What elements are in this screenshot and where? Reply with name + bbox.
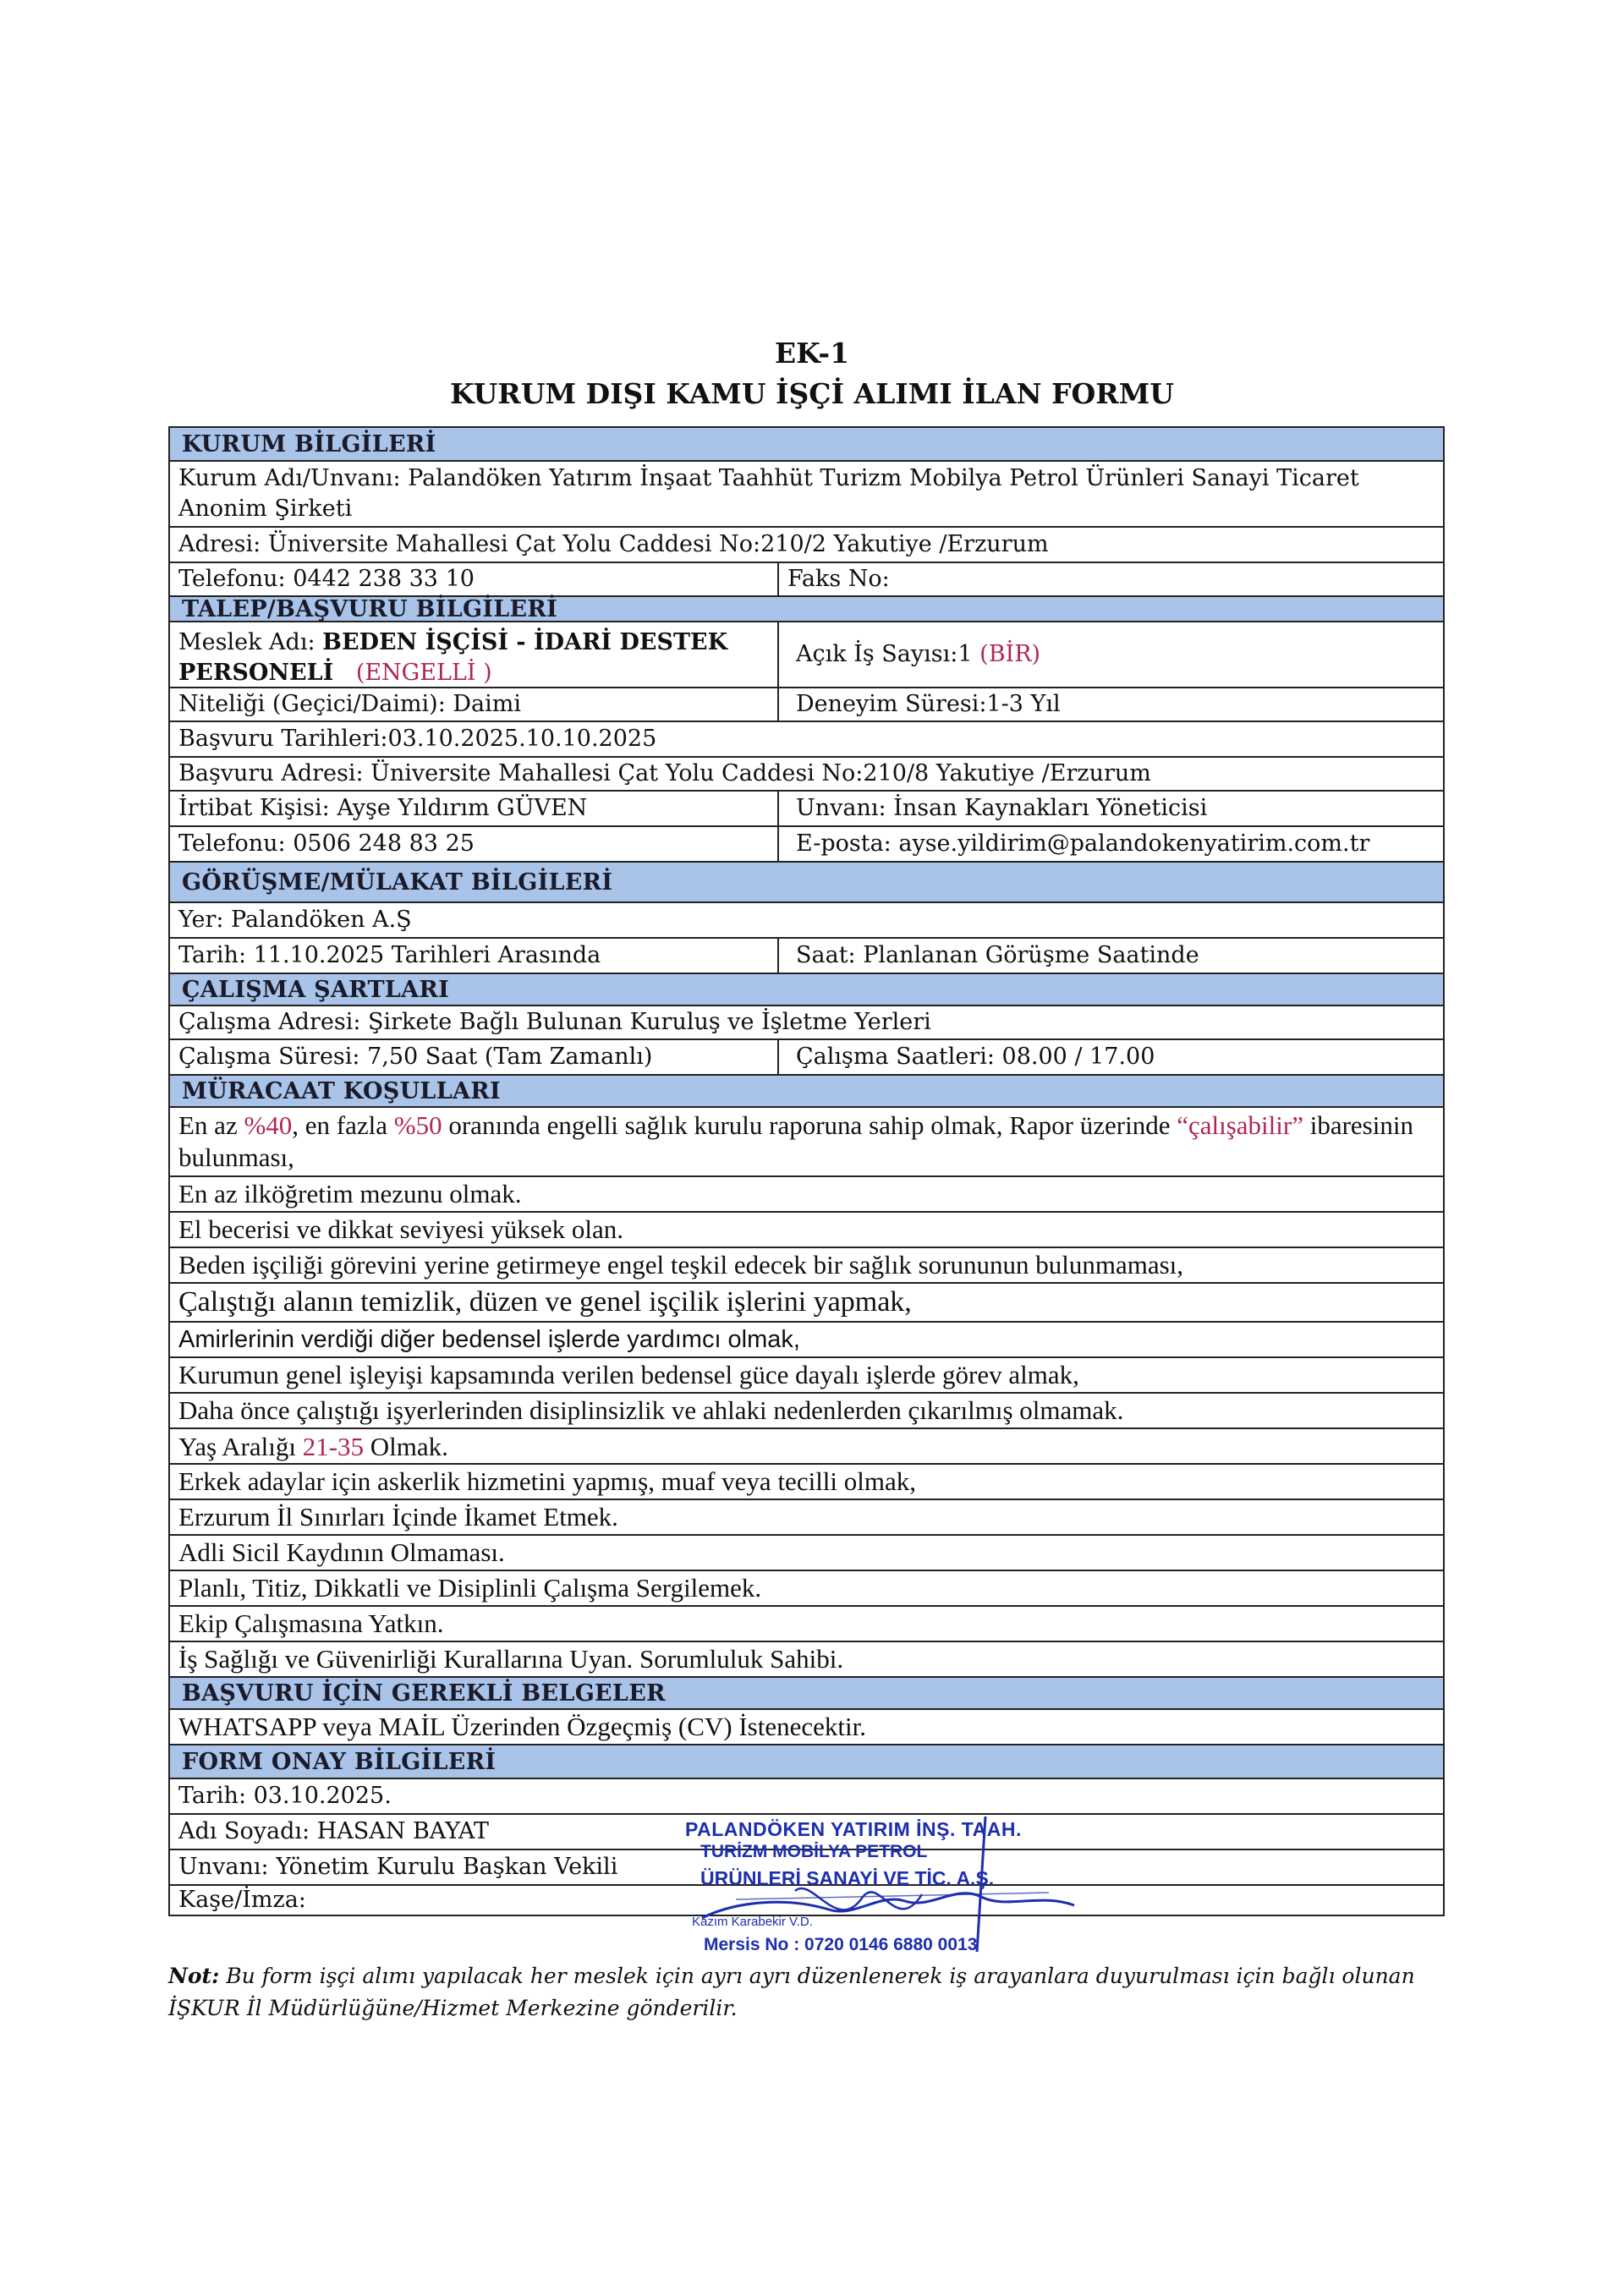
- gorusme-yer: Yer: Palandöken A.Ş: [178, 907, 412, 933]
- company-stamp: [685, 1817, 1083, 1960]
- kurum-name-row: [170, 460, 1443, 526]
- stamp-line-1: PALANDÖKEN YATIRIM İNŞ. TAAH.: [685, 1818, 1022, 1840]
- kosul-item: Daha önce çalıştığı işyerlerinden disiplinsizlik ve ahlaki nedenlerden çıkarılmış olmamak.: [178, 1395, 1124, 1425]
- stamp-line-5: Mersis No : 0720 0146 6880 0013: [704, 1935, 978, 1954]
- kosul-row: [170, 1605, 1443, 1641]
- gorusme-yer-row: [170, 901, 1443, 937]
- kosul-item: Ekip Çalışmasına Yatkın.: [178, 1608, 444, 1638]
- kosul-row: [170, 1247, 1443, 1282]
- onay-kase: Kaşe/İmza:: [178, 1887, 306, 1913]
- kosul-row: [170, 1356, 1443, 1392]
- kosul-item: Erkek adaylar için askerlik hizmetini yapmış, muaf veya tecilli olmak,: [178, 1466, 917, 1496]
- kosul-yas-araligi: Yaş Aralığı 21-35 Olmak.: [178, 1432, 448, 1461]
- nitelik-row: [170, 687, 1443, 721]
- kosul-item: Çalıştığı alanın temizlik, düzen ve genel işçilik işlerini yapmak,: [178, 1286, 912, 1318]
- kosul-row: [170, 1641, 1443, 1676]
- irtibat-row: [170, 790, 1443, 825]
- irtibat-kisisi: İrtibat Kişisi: Ayşe Yıldırım GÜVEN: [170, 792, 779, 825]
- document-title: [0, 335, 1624, 414]
- section-calisma-header: ÇALIŞMA ŞARTLARI: [170, 973, 1443, 1005]
- kosul-item: Planlı, Titiz, Dikkatli ve Disiplinli Çalışma Sergilemek.: [178, 1573, 762, 1603]
- note-label: Not:: [168, 1964, 220, 1988]
- irtibat-telefon: Telefonu: 0506 248 83 25: [170, 827, 779, 861]
- signature-icon: [685, 1817, 1083, 1960]
- kosul-row: [170, 1321, 1443, 1356]
- kurum-fax: Faks No:: [787, 566, 890, 592]
- kosul-row: [170, 1175, 1443, 1211]
- meslek-value: BEDEN İŞÇİSİ - İDARİ DESTEK PERSONELİ: [178, 629, 728, 686]
- section-talep-header: TALEP/BAŞVURU BİLGİLERİ: [170, 595, 1443, 621]
- footer-note: [168, 1960, 1441, 2025]
- gorusme-saat: Saat: Planlanan Görüşme Saatinde: [796, 942, 1199, 968]
- kosul-item: Adli Sicil Kaydının Olmaması.: [178, 1537, 505, 1567]
- gorusme-tarih: Tarih: 11.10.2025 Tarihleri Arasında: [170, 939, 779, 973]
- note-text: Bu form işçi alımı yapılacak her meslek için ayrı ayrı düzenlenerek iş arayanlara duyurulması için bağlı olunan İŞKUR İl Müdürlüğüne/Hizmet Merkezine gönderilir.: [168, 1964, 1415, 2020]
- stamp-line-4: Kazım Karabekir V.D.: [692, 1915, 813, 1929]
- onay-tarih: Tarih: 03.10.2025.: [178, 1783, 392, 1809]
- kosul-item: En az ilköğretim mezunu olmak.: [178, 1179, 522, 1208]
- irtibat-unvan: Unvanı: İnsan Kaynakları Yöneticisi: [796, 795, 1208, 821]
- kosul-item: Kurumun genel işleyişi kapsamında verilen bedensel güce dayalı işlerde görev almak,: [178, 1360, 1079, 1389]
- kosul-item: Beden işçiliği görevini yerine getirmeye engel teşkil edecek bir sağlık sorununun bulunmaması,: [178, 1250, 1184, 1280]
- kosul-row: [170, 1499, 1443, 1534]
- basvuru-tarihleri: Başvuru Tarihleri:03.10.2025.10.10.2025: [178, 726, 657, 752]
- calisma-sure-row: [170, 1038, 1443, 1074]
- basvuru-adres-row: [170, 756, 1443, 790]
- form-title: KURUM DIŞI KAMU İŞÇİ ALIMI İLAN FORMU: [449, 377, 1175, 410]
- basvuru-tarih-row: [170, 721, 1443, 756]
- meslek-row: [170, 621, 1443, 687]
- niteligi: Niteliği (Geçici/Daimi): Daimi: [170, 688, 779, 721]
- meslek-label: Meslek Adı:: [178, 629, 323, 655]
- irtibat-contact-row: [170, 825, 1443, 861]
- kurum-address: Adresi: Üniversite Mahallesi Çat Yolu Caddesi No:210/2 Yakutiye /Erzurum: [178, 531, 1049, 557]
- belge-item: WHATSAPP veya MAİL Üzerinden Özgeçmiş (CV) İstenecektir.: [178, 1712, 866, 1741]
- kosul-row: [170, 1534, 1443, 1570]
- calisma-adres-row: [170, 1005, 1443, 1038]
- section-onay-header: FORM ONAY BİLGİLERİ: [170, 1744, 1443, 1778]
- kosul-row: [170, 1392, 1443, 1427]
- stamp-line-3: ÜRÜNLERİ SANAYİ VE TİC. A.Ş.: [700, 1867, 995, 1889]
- section-muracaat-header: MÜRACAAT KOŞULLARI: [170, 1074, 1443, 1106]
- meslek-engelli-tag: (ENGELLİ ): [355, 660, 492, 686]
- kosul-item: Amirlerinin verdiği diğer bedensel işlerde yardımcı olmak,: [178, 1325, 800, 1353]
- kosul-row: [170, 1211, 1443, 1247]
- kosul-item: İş Sağlığı ve Güvenirliği Kurallarına Uyan. Sorumluluk Sahibi.: [178, 1644, 844, 1674]
- kurum-name: Kurum Adı/Unvanı: Palandöken Yatırım İnşaat Taahhüt Turizm Mobilya Petrol Ürünleri Sanayi Ticaret Anonim Şirketi: [178, 465, 1359, 522]
- deneyim: Deneyim Süresi:1-3 Yıl: [796, 691, 1061, 717]
- section-kurum-header: KURUM BİLGİLERİ: [170, 426, 1443, 460]
- meslek-field: [170, 622, 779, 687]
- kosul-item: Erzurum İl Sınırları İçinde İkamet Etmek.: [178, 1502, 618, 1532]
- calisma-suresi: Çalışma Süresi: 7,50 Saat (Tam Zamanlı): [170, 1040, 779, 1074]
- kurum-phone: Telefonu: 0442 238 33 10: [170, 563, 779, 595]
- acik-is-label: Açık İş Sayısı:1: [796, 641, 973, 667]
- kosul-item: El becerisi ve dikkat seviyesi yüksek olan.: [178, 1214, 624, 1244]
- calisma-adresi: Çalışma Adresi: Şirkete Bağlı Bulunan Kuruluş ve İşletme Yerleri: [178, 1009, 931, 1035]
- section-belgeler-header: BAŞVURU İÇİN GEREKLİ BELGELER: [170, 1676, 1443, 1708]
- kosul-row: [170, 1282, 1443, 1321]
- basvuru-adresi: Başvuru Adresi: Üniversite Mahallesi Çat Yolu Caddesi No:210/8 Yakutiye /Erzurum: [178, 760, 1151, 786]
- stamp-line-2: TURİZM MOBİLYA PETROL: [700, 1842, 928, 1861]
- irtibat-eposta: E-posta: ayse.yildirim@palandokenyatirim.com.tr: [796, 830, 1370, 857]
- kurum-phone-row: [170, 562, 1443, 595]
- annex-label: EK-1: [774, 337, 850, 370]
- acik-is-value: (BİR): [979, 641, 1041, 667]
- application-form: [168, 426, 1445, 1916]
- kosul-engelli-rapor: En az %40, en fazla %50 oranında engelli sağlık kurulu raporuna sahip olmak, Rapor üzerinde “çalışabilir” ibaresinin bulunması,: [178, 1110, 1413, 1172]
- onay-row: [170, 1778, 1443, 1813]
- kosul-row: [170, 1570, 1443, 1605]
- kosul-row: [170, 1427, 1443, 1463]
- onay-unvan: Unvanı: Yönetim Kurulu Başkan Vekili: [178, 1854, 618, 1880]
- calisma-saatleri: Çalışma Saatleri: 08.00 / 17.00: [796, 1044, 1155, 1070]
- kurum-address-row: [170, 526, 1443, 562]
- acik-is-field: [779, 622, 1443, 687]
- kosul-row: [170, 1463, 1443, 1499]
- kosul-row: [170, 1106, 1443, 1175]
- onay-adi: Adı Soyadı: HASAN BAYAT: [178, 1818, 489, 1844]
- gorusme-tarih-row: [170, 937, 1443, 973]
- section-gorusme-header: GÖRÜŞME/MÜLAKAT BİLGİLERİ: [170, 861, 1443, 901]
- belge-row: [170, 1708, 1443, 1744]
